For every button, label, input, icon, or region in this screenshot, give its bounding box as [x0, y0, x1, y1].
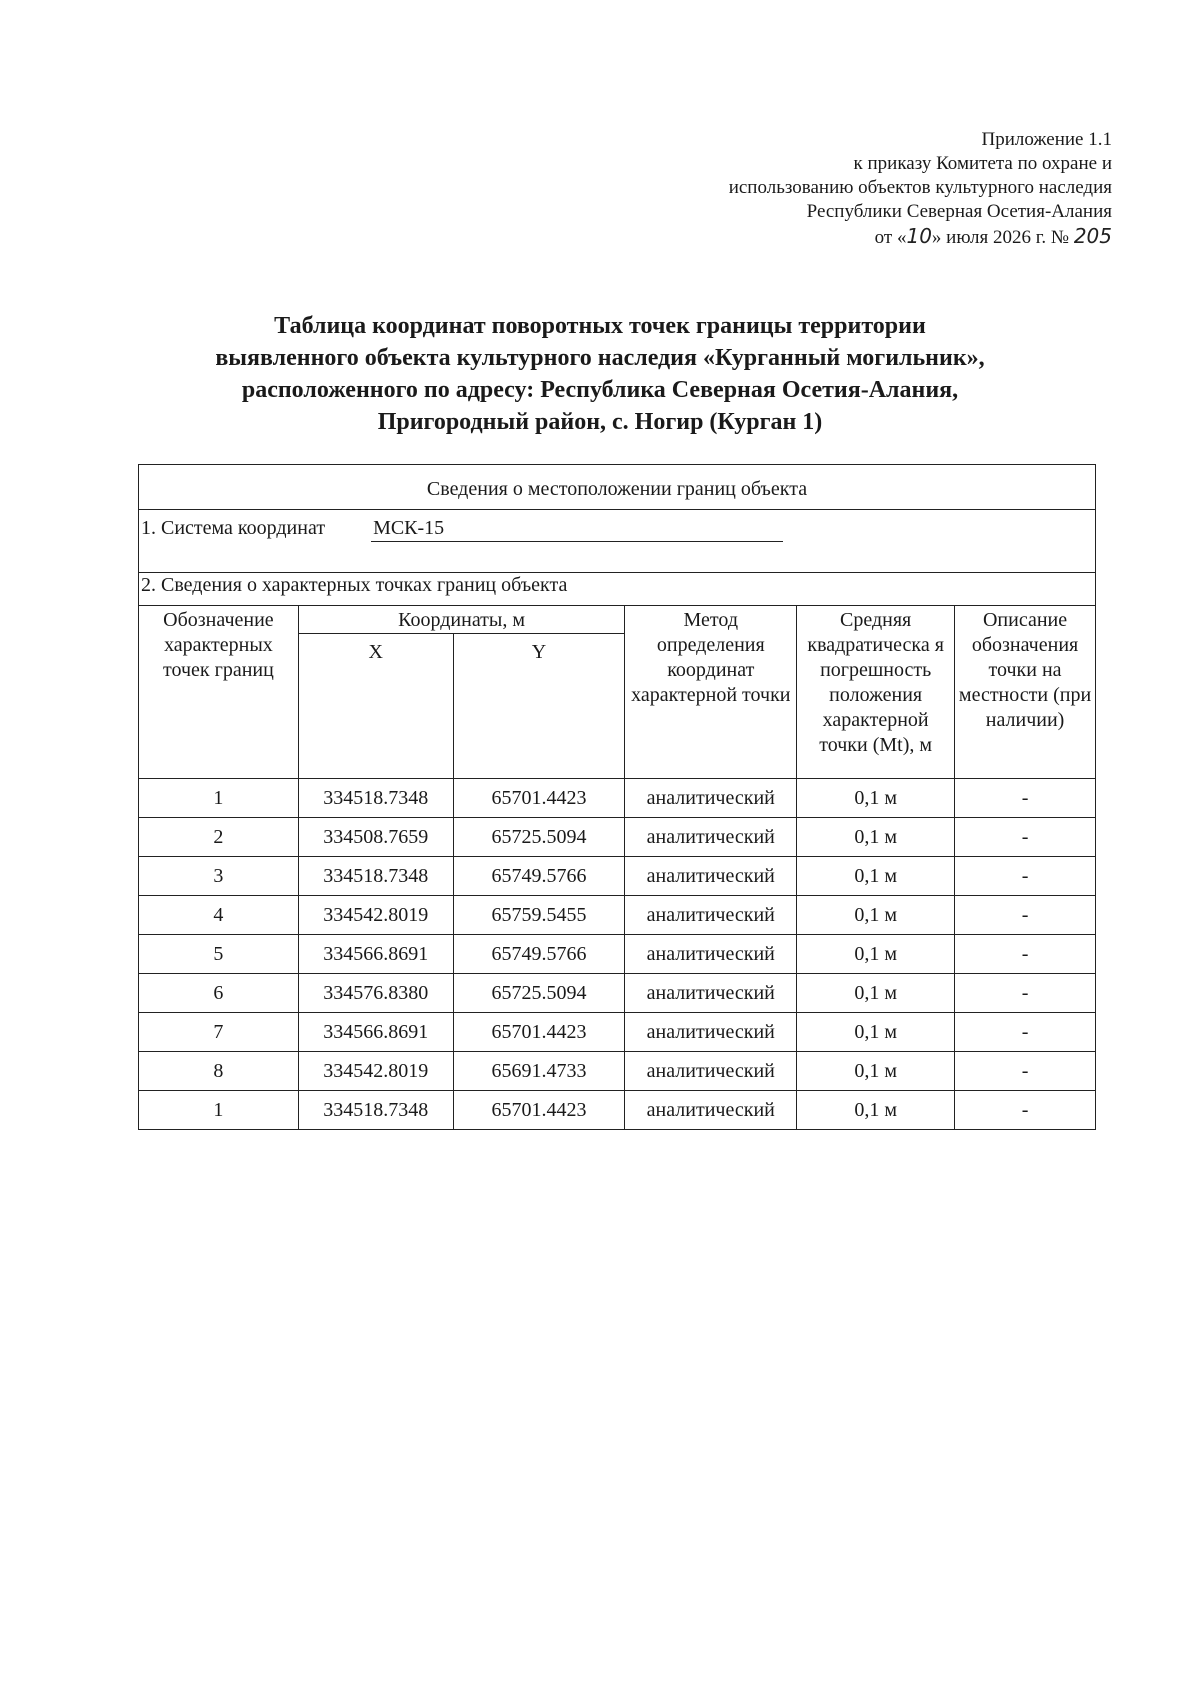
cell-method: аналитический	[625, 857, 797, 896]
table-row	[139, 857, 1096, 896]
cell-description: -	[955, 818, 1096, 857]
header-y: Y	[453, 634, 625, 779]
cell-error: 0,1 м	[797, 1013, 955, 1052]
header-coordinates: Координаты, м	[298, 606, 625, 634]
header-error: Средняя квадратическа я погрешность положения характерной точки (Mt), м	[797, 606, 955, 779]
date-day-handwritten: 10	[906, 224, 932, 248]
cell-method: аналитический	[625, 818, 797, 857]
cell-point: 5	[139, 935, 299, 974]
coordinate-system-label: 1. Система координат	[141, 517, 326, 539]
cell-error: 0,1 м	[797, 1052, 955, 1091]
cell-point: 1	[139, 1091, 299, 1130]
cell-x: 334576.8380	[298, 974, 453, 1013]
table-row	[139, 779, 1096, 818]
document-title	[140, 310, 1060, 438]
cell-method: аналитический	[625, 1052, 797, 1091]
cell-y: 65701.4423	[453, 1091, 625, 1130]
cell-point: 8	[139, 1052, 299, 1091]
cell-point: 6	[139, 974, 299, 1013]
cell-y: 65749.5766	[453, 857, 625, 896]
cell-point: 3	[139, 857, 299, 896]
cell-description: -	[955, 896, 1096, 935]
table-row	[139, 1013, 1096, 1052]
cell-y: 65725.5094	[453, 818, 625, 857]
cell-y: 65759.5455	[453, 896, 625, 935]
cell-description: -	[955, 1091, 1096, 1130]
date-middle: » июля 2026 г. №	[931, 227, 1070, 248]
cell-description: -	[955, 935, 1096, 974]
cell-description: -	[955, 857, 1096, 896]
cell-point: 1	[139, 779, 299, 818]
coordinates-table	[138, 464, 1096, 1130]
cell-x: 334518.7348	[298, 1091, 453, 1130]
cell-x: 334542.8019	[298, 896, 453, 935]
appendix-block	[729, 128, 1112, 250]
cell-method: аналитический	[625, 896, 797, 935]
title-line-4: Пригородный район, с. Ногир (Курган 1)	[377, 409, 823, 435]
appendix-date-line	[729, 224, 1112, 250]
cell-description: -	[955, 1013, 1096, 1052]
table-row	[139, 974, 1096, 1013]
table-row	[139, 1052, 1096, 1091]
cell-x: 334566.8691	[298, 935, 453, 974]
doc-number-handwritten: 205	[1073, 224, 1112, 248]
cell-error: 0,1 м	[797, 779, 955, 818]
coordinate-system-row	[139, 510, 1096, 573]
cell-x: 334518.7348	[298, 779, 453, 818]
cell-y: 65749.5766	[453, 935, 625, 974]
date-prefix: от «	[874, 227, 907, 248]
cell-method: аналитический	[625, 935, 797, 974]
cell-point: 7	[139, 1013, 299, 1052]
section-title: Сведения о местоположении границ объекта	[139, 465, 1096, 510]
cell-description: -	[955, 779, 1096, 818]
cell-x: 334566.8691	[298, 1013, 453, 1052]
cell-error: 0,1 м	[797, 818, 955, 857]
coordinate-system-value: МСК-15	[371, 516, 783, 542]
cell-method: аналитический	[625, 974, 797, 1013]
cell-point: 4	[139, 896, 299, 935]
appendix-title: Приложение 1.1	[981, 129, 1112, 150]
cell-description: -	[955, 1052, 1096, 1091]
cell-method: аналитический	[625, 1013, 797, 1052]
cell-x: 334518.7348	[298, 857, 453, 896]
table-row	[139, 935, 1096, 974]
table-row	[139, 1091, 1096, 1130]
cell-error: 0,1 м	[797, 935, 955, 974]
cell-method: аналитический	[625, 779, 797, 818]
header-description: Описание обозначения точки на местности (при наличии)	[955, 606, 1096, 779]
header-x: X	[298, 634, 453, 779]
appendix-order-line: к приказу Комитета по охране и	[853, 153, 1112, 174]
cell-y: 65701.4423	[453, 1013, 625, 1052]
cell-y: 65691.4733	[453, 1052, 625, 1091]
header-designation: Обозначение характерных точек границ	[139, 606, 299, 779]
title-line-1: Таблица координат поворотных точек границы территории	[274, 313, 926, 339]
cell-x: 334542.8019	[298, 1052, 453, 1091]
cell-error: 0,1 м	[797, 896, 955, 935]
cell-y: 65701.4423	[453, 779, 625, 818]
table-row	[139, 896, 1096, 935]
title-line-3: расположенного по адресу: Республика Северная Осетия-Алания,	[241, 377, 959, 403]
cell-error: 0,1 м	[797, 974, 955, 1013]
points-section-title: 2. Сведения о характерных точках границ объекта	[139, 573, 1096, 606]
cell-method: аналитический	[625, 1091, 797, 1130]
cell-error: 0,1 м	[797, 857, 955, 896]
cell-y: 65725.5094	[453, 974, 625, 1013]
title-line-2: выявленного объекта культурного наследия «Курганный могильник»,	[215, 345, 985, 371]
cell-point: 2	[139, 818, 299, 857]
cell-x: 334508.7659	[298, 818, 453, 857]
cell-description: -	[955, 974, 1096, 1013]
cell-error: 0,1 м	[797, 1091, 955, 1130]
appendix-committee-line: использованию объектов культурного наследия	[728, 177, 1112, 198]
header-method: Метод определения координат характерной точки	[625, 606, 797, 779]
table-row	[139, 818, 1096, 857]
appendix-republic-line: Республики Северная Осетия-Алания	[806, 201, 1112, 222]
